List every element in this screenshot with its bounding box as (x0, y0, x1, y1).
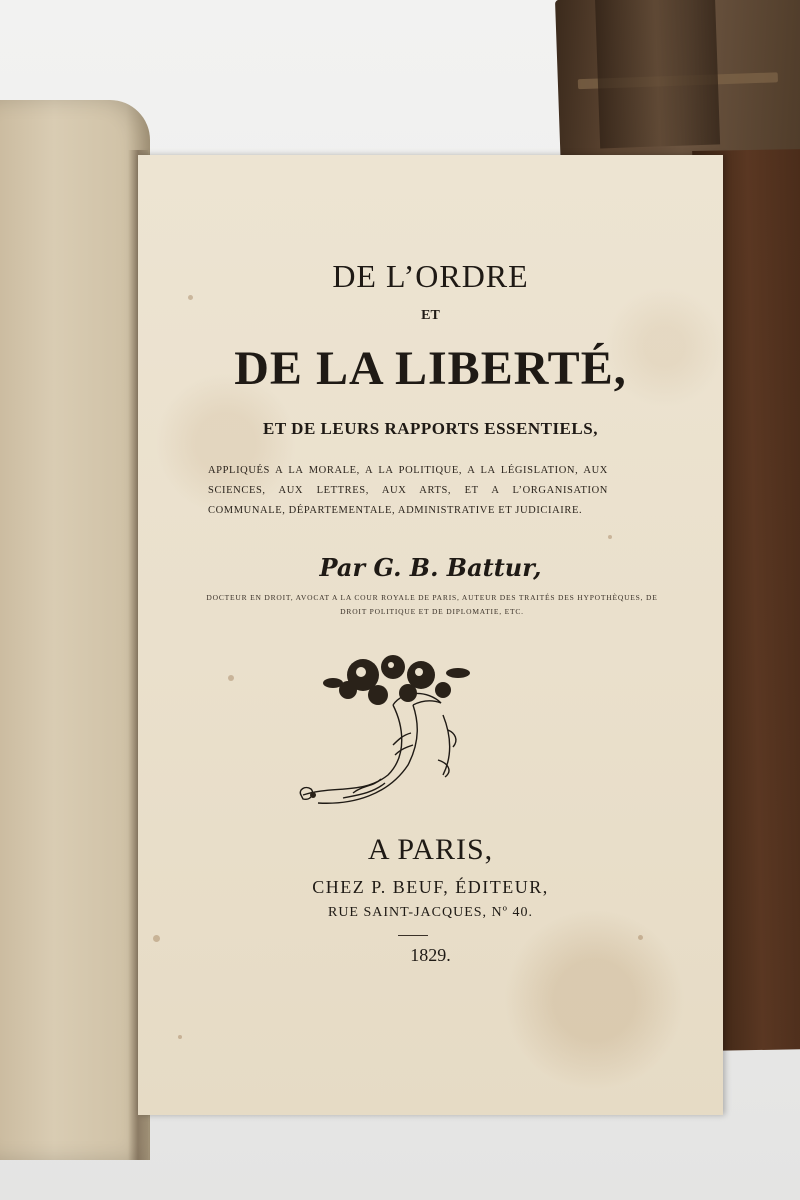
imprint-year: 1829. (410, 945, 451, 965)
imprint-address: RUE SAINT-JACQUES, Nº 40. (327, 905, 533, 920)
foxing-spot (153, 935, 160, 942)
cornucopia-engraving-icon (293, 645, 473, 815)
foxing-spot (228, 675, 234, 681)
title-line-4: ET DE LEURS RAPPORTS ESSENTIELS, (263, 419, 598, 438)
imprint-place: A PARIS, (367, 833, 494, 866)
imprint-rule (398, 935, 428, 936)
imprint-publisher: CHEZ P. BEUF, ÉDITEUR, (312, 877, 549, 897)
author-credentials: DOCTEUR EN DROIT, AVOCAT A LA COUR ROYALE DE PARIS, AUTEUR DES TRAITÉS DES HYPOTHÈQUES, DE DROIT POLITIQUE ET DE DIPLOMATIE, ETC. (206, 593, 658, 616)
foxing-spot (608, 535, 612, 539)
foxing-spot (638, 935, 643, 940)
title-line-1: DE L’ORDRE (332, 258, 529, 294)
foxing-spot (178, 1035, 182, 1039)
main-title: DE LA LIBERTÉ, (234, 342, 627, 395)
subtitle-paragraph: APPLIQUÉS A LA MORALE, A LA POLITIQUE, A LA LÉGISLATION, AUX SCIENCES, AUX LETTRES, AUX ARTS, ET A L’ORGANISATION COMMUNALE, DÉPARTEMENTALE, ADMINISTRATIVE ET JUDICIAIRE. (208, 465, 608, 516)
author-line: Par G. B. Battur, (319, 553, 542, 582)
title-conjunction: ET (421, 308, 440, 323)
foxing-spot (188, 295, 193, 300)
title-page (138, 155, 723, 1115)
